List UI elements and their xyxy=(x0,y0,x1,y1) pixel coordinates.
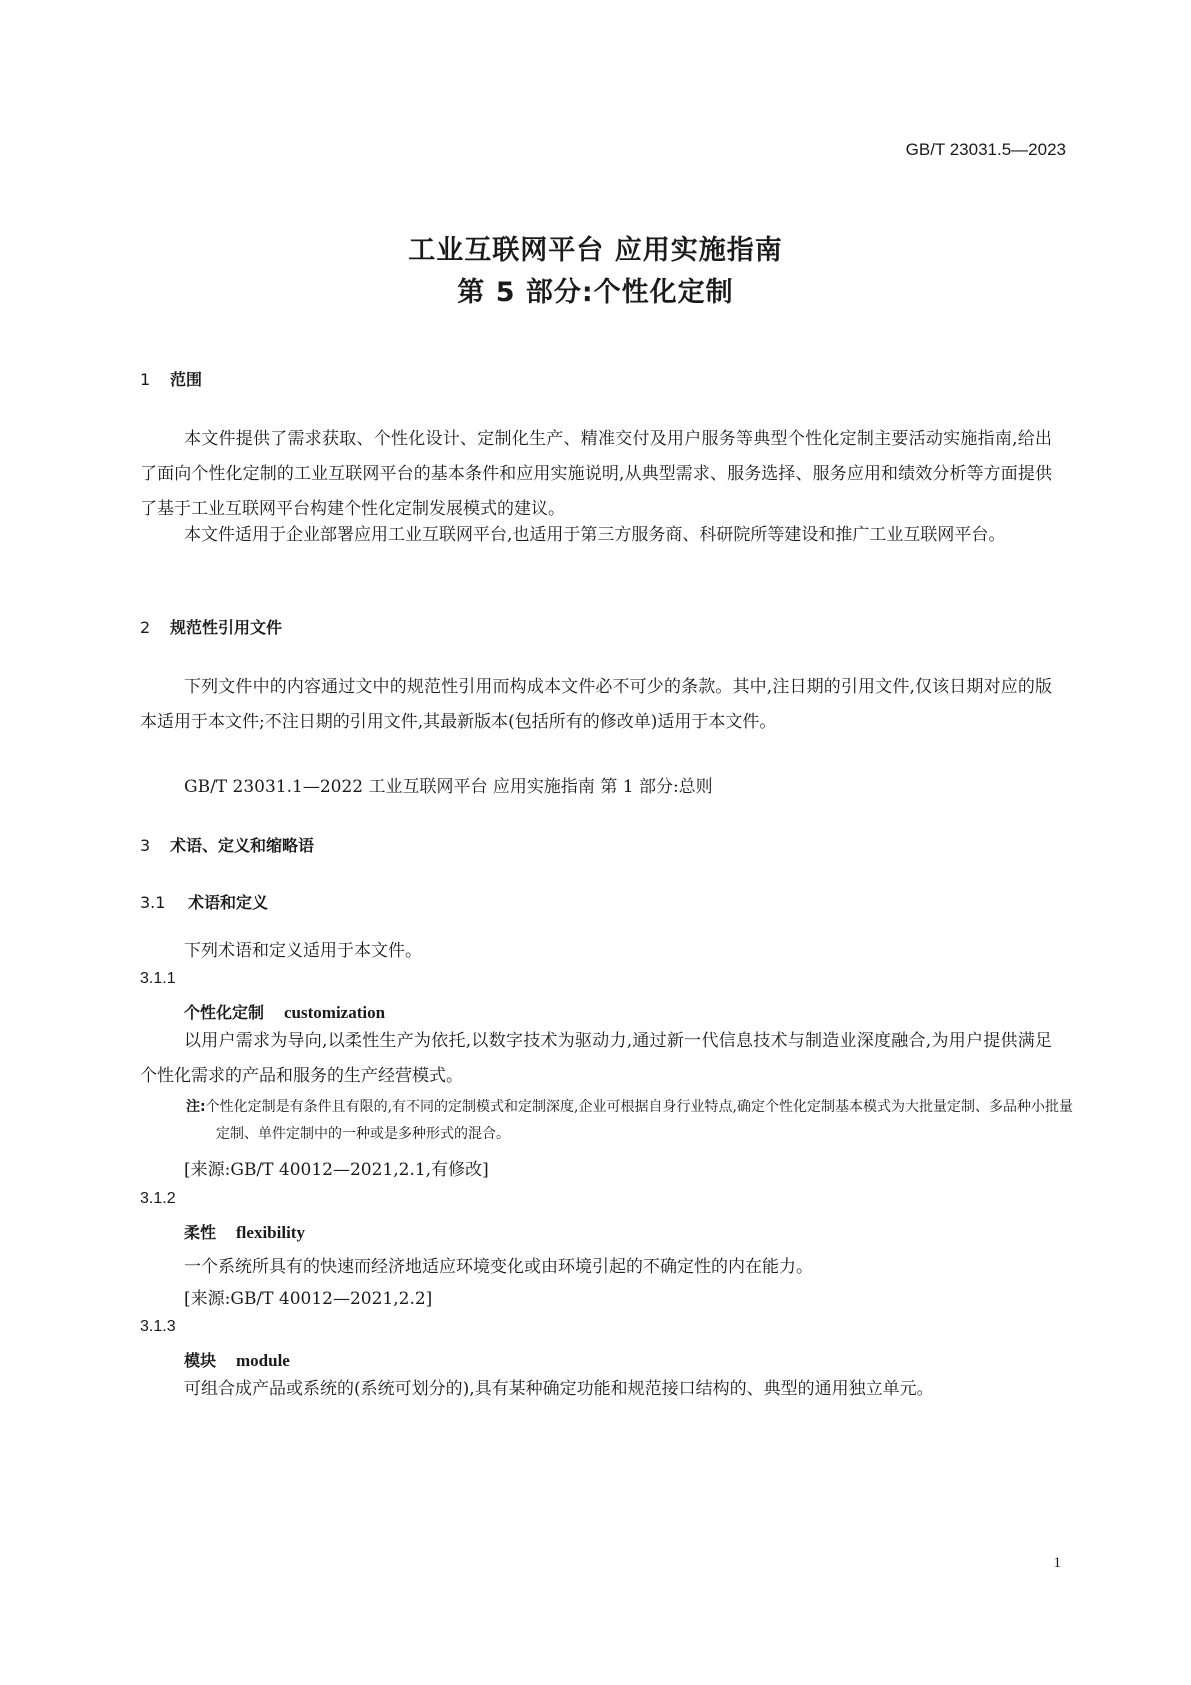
section-number: 1 xyxy=(140,370,151,389)
term-number: 3.1.2 xyxy=(140,1190,176,1207)
term-heading xyxy=(184,1220,305,1243)
term-number: 3.1.3 xyxy=(140,1318,176,1335)
section-number: 2 xyxy=(140,618,151,637)
section-number: 3 xyxy=(140,836,151,855)
term-note xyxy=(186,1094,1082,1148)
standard-number: GB/T 23031.5—2023 xyxy=(905,140,1066,159)
term-heading xyxy=(184,1000,385,1023)
document-title-line1: 工业互联网平台 应用实施指南 xyxy=(408,235,783,266)
subsection-3-1-heading xyxy=(140,890,268,913)
term-en: module xyxy=(236,1351,290,1370)
terms-intro: 下列术语和定义适用于本文件。 xyxy=(184,941,422,961)
normative-refs-paragraph: 下列文件中的内容通过文中的规范性引用而构成本文件必不可少的条款。其中,注日期的引用文件,仅该日期对应的版本适用于本文件;不注日期的引用文件,其最新版本(包括所有的修改单)适用于本文件。 xyxy=(140,677,1052,732)
term-definition: 一个系统所具有的快速而经济地适应环境变化或由环境引起的不确定性的内在能力。 xyxy=(184,1257,813,1277)
note-label: 注: xyxy=(186,1099,206,1115)
note-text: 个性化定制是有条件且有限的,有不同的定制模式和定制深度,企业可根据自身行业特点,确定个性化定制基本模式为大批量定制、多品种小批量定制、单件定制中的一种或是多种形式的混合。 xyxy=(205,1099,1073,1142)
term-number: 3.1.1 xyxy=(140,970,176,987)
term-heading xyxy=(184,1348,290,1371)
term-zh: 柔性 xyxy=(184,1223,217,1242)
section-title: 术语、定义和缩略语 xyxy=(170,836,315,855)
term-source: [来源:GB/T 40012—2021,2.2] xyxy=(184,1289,433,1309)
term-source: [来源:GB/T 40012—2021,2.1,有修改] xyxy=(184,1160,489,1180)
term-en: flexibility xyxy=(236,1223,305,1242)
section-title: 规范性引用文件 xyxy=(170,618,283,637)
scope-paragraph-1: 本文件提供了需求获取、个性化设计、定制化生产、精准交付及用户服务等典型个性化定制主要活动实施指南,给出了面向个性化定制的工业互联网平台的基本条件和应用实施说明,从典型需求、服务选择、服务应用和绩效分析等方面提供了基于工业互联网平台构建个性化定制发展模式的建议。 xyxy=(140,429,1052,519)
section-3-heading xyxy=(140,833,314,856)
term-definition: 可组合成产品或系统的(系统可划分的),具有某种确定功能和规范接口结构的、典型的通用独立单元。 xyxy=(184,1379,934,1399)
scope-paragraph-2: 本文件适用于企业部署应用工业互联网平台,也适用于第三方服务商、科研院所等建设和推广工业互联网平台。 xyxy=(184,525,1006,545)
section-title: 范围 xyxy=(170,370,203,389)
term-zh: 模块 xyxy=(184,1351,217,1370)
page-number: 1 xyxy=(1053,1555,1061,1571)
term-en: customization xyxy=(284,1003,386,1022)
term-zh: 个性化定制 xyxy=(184,1003,265,1022)
subsection-number: 3.1 xyxy=(140,893,166,912)
reference-item: GB/T 23031.1—2022 工业互联网平台 应用实施指南 第 1 部分:总则 xyxy=(184,777,713,797)
section-2-heading xyxy=(140,615,282,638)
section-1-heading xyxy=(140,367,202,390)
document-title-line2: 第 5 部分:个性化定制 xyxy=(457,277,734,308)
term-definition: 以用户需求为导向,以柔性生产为依托,以数字技术为驱动力,通过新一代信息技术与制造业深度融合,为用户提供满足个性化需求的产品和服务的生产经营模式。 xyxy=(140,1031,1052,1086)
subsection-title: 术语和定义 xyxy=(188,893,269,912)
